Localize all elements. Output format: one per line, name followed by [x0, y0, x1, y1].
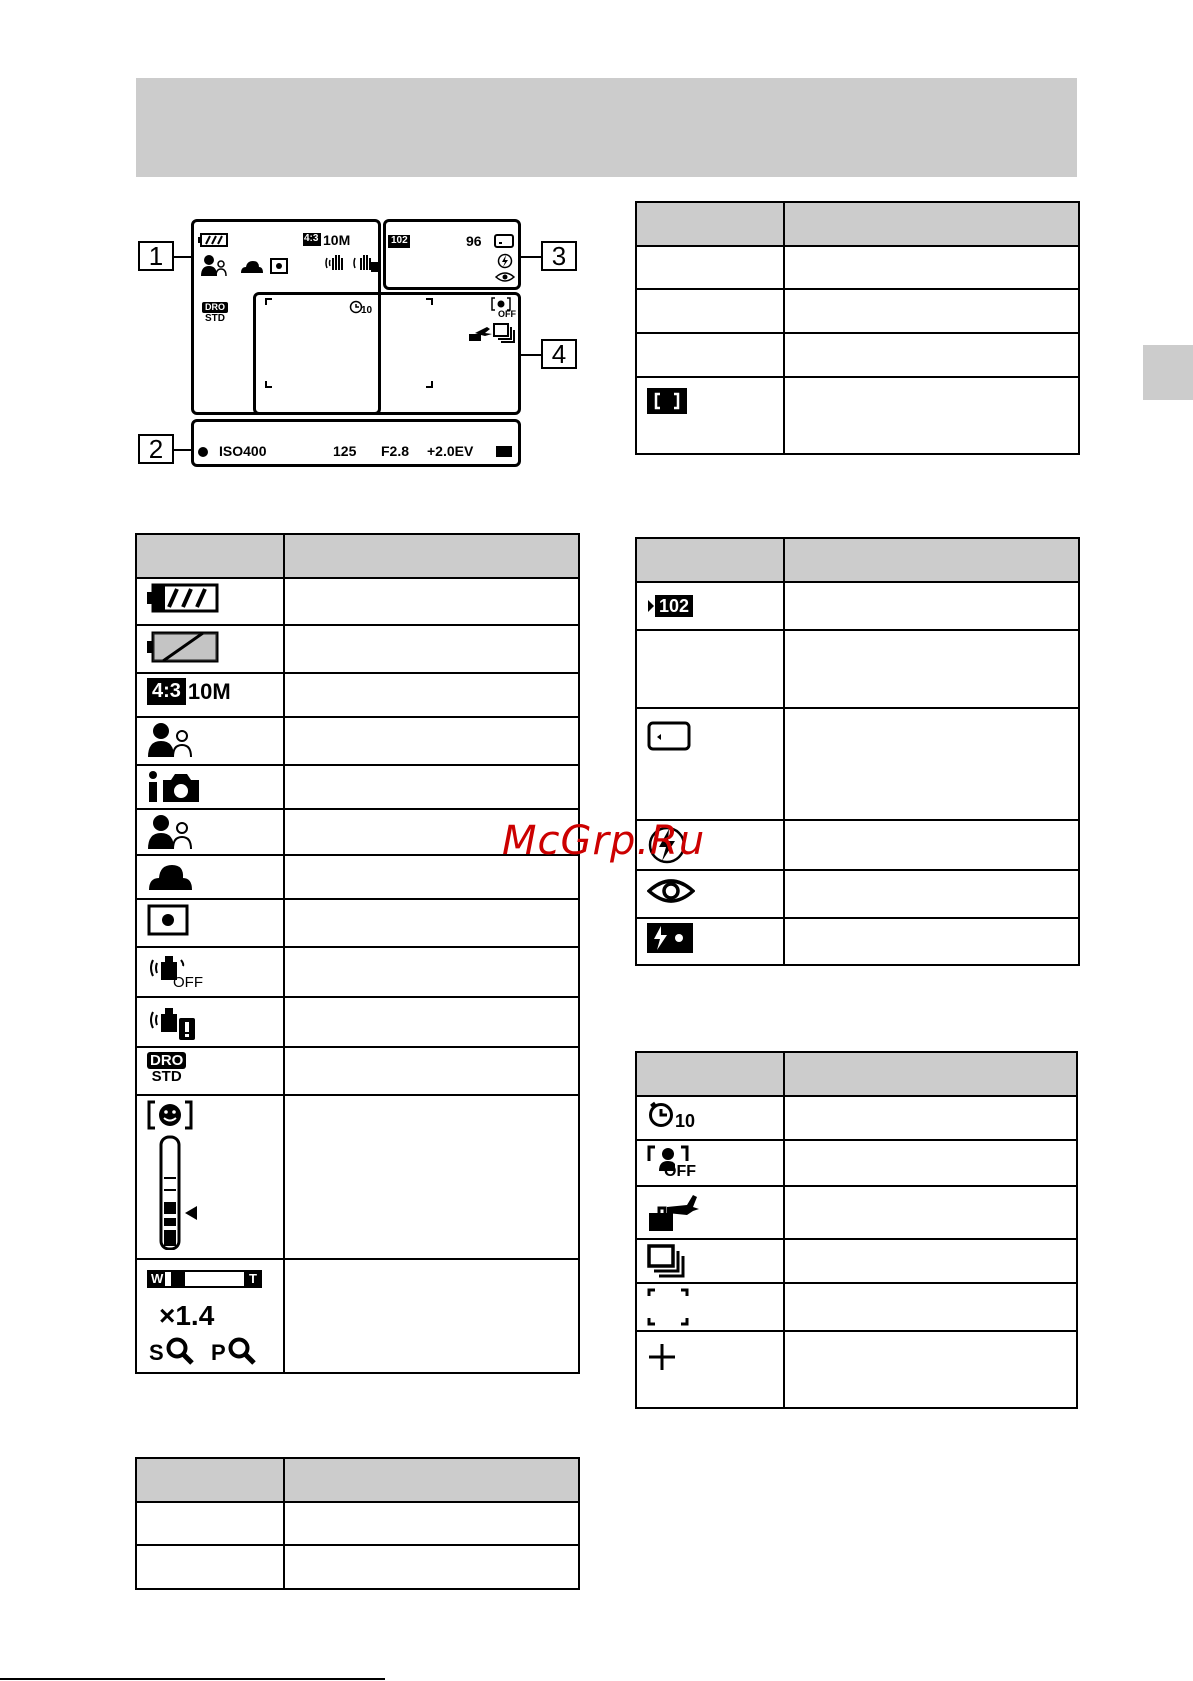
leader-line-3: [520, 256, 541, 258]
table3-row: [636, 377, 784, 454]
metering-spot-icon: [147, 904, 189, 936]
table3-row: [636, 289, 784, 333]
table1-row: [136, 717, 284, 765]
table1-row: [136, 809, 284, 855]
battery-full-icon: [147, 583, 219, 613]
table5-header-icon: [636, 1052, 784, 1096]
face-detection-off-icon: [647, 1145, 697, 1181]
folder-label: 102: [391, 235, 408, 246]
leader-line-1: [174, 256, 192, 258]
table1-row: [136, 1095, 284, 1259]
leader-line-2: [174, 449, 192, 451]
table4-header-icon: [636, 538, 784, 582]
vibration-warning-icon: [147, 1002, 199, 1042]
zoom-tele-label: T: [249, 1271, 257, 1286]
timer-seconds-label: 10: [675, 1111, 696, 1131]
leader-line-4: [520, 354, 541, 356]
dro-std-icon: [147, 1052, 186, 1084]
af-frame-icon: [647, 1288, 689, 1326]
intelligent-auto-icon: [147, 770, 203, 804]
dro-label: DRO: [147, 1052, 186, 1069]
watermark: McGrp.Ru: [502, 818, 706, 864]
burst-icon: [647, 1244, 687, 1278]
table4-row: [636, 582, 784, 630]
table-icons-5: [635, 1051, 1078, 1409]
red-eye-icon: [495, 271, 515, 283]
side-index-tab: [1143, 345, 1193, 400]
table3-row: [636, 333, 784, 377]
steadyshot-off-icon: [147, 952, 207, 992]
aspect-badge: [303, 233, 321, 246]
scene-soft-snap-icon: [147, 722, 199, 758]
steadyshot-off-icon: [325, 252, 351, 274]
size-label: 10M: [323, 232, 351, 248]
image-size-icon: [147, 678, 273, 705]
table1-row: [136, 578, 284, 625]
table1-row: [136, 855, 284, 899]
table5-row: [636, 1186, 784, 1239]
table5-row: [636, 1239, 784, 1283]
table1-row: [136, 1259, 284, 1373]
dro-mode-label: STD: [205, 313, 225, 324]
folder-icon: [388, 235, 410, 248]
precision-zoom-magnifier-icon: [227, 1336, 257, 1366]
travel-scene-icon: [647, 1191, 699, 1233]
crosshair-icon: [647, 1342, 677, 1372]
table2-row: [136, 1502, 284, 1545]
aspect-ratio-label: 4:3: [147, 678, 186, 705]
battery-icon: [198, 233, 228, 247]
table5-header-meaning: [784, 1052, 1077, 1096]
zoom-ratio-label: ×1.4: [159, 1300, 215, 1331]
timer-label: 10: [361, 305, 373, 316]
section-3-label: 3: [541, 241, 577, 271]
image-count-label: 96: [466, 233, 482, 249]
self-timer-icon: [647, 1101, 773, 1129]
af-range-icon: [647, 388, 687, 414]
zoom-bar: [147, 1270, 262, 1288]
table4-row: [636, 870, 784, 918]
folder-icon: [647, 595, 773, 617]
zoom-scale-icon: [147, 1264, 267, 1368]
scene-landscape-icon: [147, 860, 193, 892]
image-size-label: 10M: [187, 678, 231, 704]
table3-header-icon: [636, 202, 784, 246]
table-icons-4: [635, 537, 1080, 966]
table4-row: [636, 708, 784, 820]
dro-label: DRO: [205, 302, 225, 312]
soft-snap-icon: [200, 254, 228, 278]
travel-icon: [467, 325, 493, 343]
table-icons-3: [635, 201, 1080, 455]
table1-row: [136, 625, 284, 673]
table2-row: [136, 1545, 284, 1589]
footer-rule: [0, 1678, 385, 1680]
section-4-label: 4: [541, 339, 577, 369]
shutter-label: 125: [333, 443, 357, 459]
flash-charging-icon: [647, 923, 693, 953]
dro-badge: [202, 302, 228, 313]
table1-row: [136, 997, 284, 1047]
table3-row: [636, 246, 784, 289]
table1-header-icon: [136, 534, 284, 578]
table1-row: [136, 899, 284, 947]
scene-portrait-icon: [147, 814, 199, 850]
focus-indicator-icon: [198, 447, 208, 457]
table4-row: [636, 630, 784, 708]
smart-zoom-magnifier-icon: [165, 1336, 195, 1366]
page-banner: [136, 78, 1077, 177]
face-off-label: OFF: [498, 309, 516, 319]
section-1-label: 1: [138, 241, 174, 271]
table5-row: [636, 1331, 784, 1408]
table2-header-meaning: [284, 1458, 579, 1502]
table3-header-meaning: [784, 202, 1079, 246]
smart-zoom-label: S: [149, 1340, 164, 1365]
table5-row: [636, 1140, 784, 1186]
table4-row: [636, 918, 784, 965]
aspect-label: 4:3: [304, 233, 319, 244]
metering-multi-icon: [496, 446, 512, 457]
table1-header-meaning: [284, 534, 579, 578]
off-label: OFF: [173, 974, 203, 991]
ev-label: +2.0EV: [427, 443, 474, 459]
zoom-position-marker: [171, 1272, 185, 1286]
precision-zoom-label: P: [211, 1340, 226, 1365]
table4-header-meaning: [784, 538, 1079, 582]
table5-row: [636, 1096, 784, 1140]
iso-label: ISO400: [219, 443, 267, 459]
zoom-wide-label: W: [151, 1271, 164, 1286]
spot-metering-icon: [270, 258, 288, 274]
off-label: OFF: [664, 1163, 696, 1180]
table-icons-1: [135, 533, 580, 1374]
folder-number-label: 102: [655, 595, 693, 617]
battery-empty-icon: [147, 630, 219, 664]
flash-off-icon: [497, 253, 513, 269]
table1-row: [136, 765, 284, 809]
landscape-icon: [240, 258, 264, 274]
table1-row: [136, 673, 284, 717]
red-eye-icon: [647, 875, 695, 907]
table-icons-2: [135, 1457, 580, 1590]
table2-header-icon: [136, 1458, 284, 1502]
vibration-warning-icon: [353, 252, 379, 274]
aperture-label: F2.8: [381, 443, 410, 459]
table1-row: [136, 1047, 284, 1095]
memory-card-icon: [494, 234, 514, 248]
table1-row: [136, 947, 284, 997]
smile-shutter-icon: [147, 1100, 217, 1250]
section-2-label: 2: [138, 434, 174, 464]
table5-row: [636, 1283, 784, 1331]
std-label: STD: [151, 1068, 182, 1085]
memory-card-icon: [647, 721, 691, 751]
burst-icon: [493, 323, 515, 343]
